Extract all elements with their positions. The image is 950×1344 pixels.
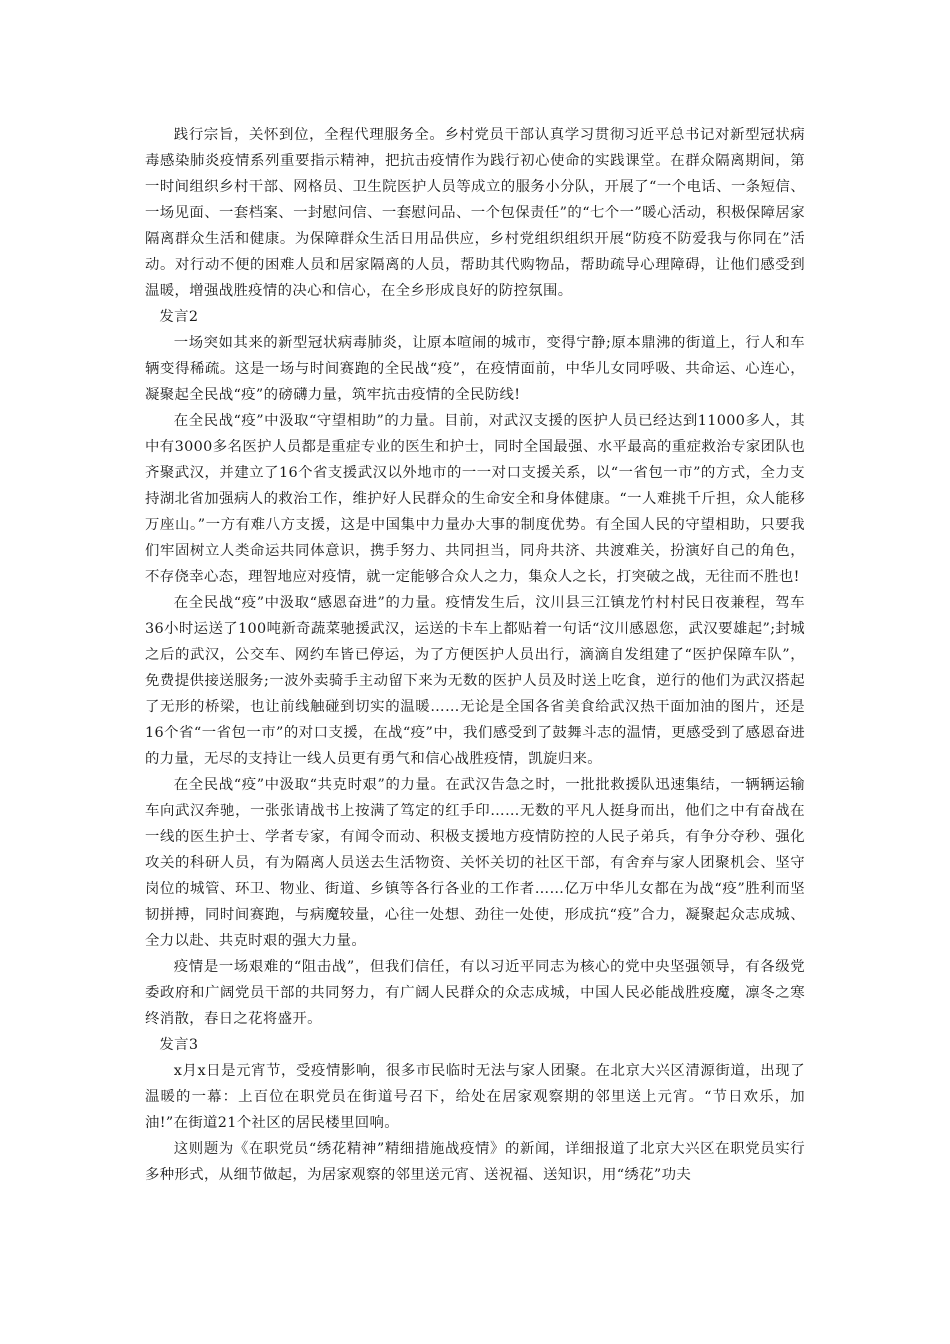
paragraph: 在全民战“疫”中汲取“守望相助”的力量。目前，对武汉支援的医护人员已经达到11000多人，其中有3000多名医护人员都是重症专业的医生和护士，同时全国最强、水平最高的重症救治专家团队也齐聚武汉，并建立了16个省支援武汉以外地市的一一对口支援关系，以“一省包一市”的方式，全力支持湖北省加强病人的救治工作，维护好人民群众的生命安全和身体健康。“一人难挑千斤担，众人能移万座山。”一方有难八方支援，这是中国集中力量办大事的制度优势。有全国人民的守望相助，只要我们牢固树立人类命运共同体意识，携手努力、共同担当，同舟共济、共渡难关，扮演好自己的角色，不存侥幸心态，理智地应对疫情，就一定能够合众人之力，集众人之长，打突破之战，无往而不胜也! <box>145 413 805 585</box>
paragraph: 在全民战“疫”中汲取“感恩奋进”的力量。疫情发生后，汶川县三江镇龙竹村村民日夜兼程，驾车36小时运送了100吨新奇蔬菜驰援武汉，运送的卡车上都贴着一句话“汶川感恩您，武汉要雄起”;封城之后的武汉，公交车、网约车皆已停运，为了方便医护人员出行，滴滴自发组建了“医护保障车队”，免费提供接送服务;一波外卖骑手主动留下来为无数的医护人员及时送上吃食，逆行的他们为武汉搭起了无形的桥梁，也让前线触碰到切实的温暖……无论是全国各省美食给武汉热干面加油的图片，还是16个省“一省包一市”的对口支援，在战“疫”中，我们感受到了鼓舞斗志的温情，更感受到了感恩奋进的力量，无尽的支持让一线人员更有勇气和信心战胜疫情，凯旋归来。 <box>145 595 805 767</box>
section-heading: 发言2 <box>159 309 199 325</box>
paragraph: x月x日是元宵节，受疫情影响，很多市民临时无法与家人团聚。在北京大兴区清源街道，出现了温暖的一幕：上百位在职党员在街道号召下，给处在居家观察期的邻里送上元宵。“节日欢乐，加油!”在街道21个社区的居民楼里回响。 <box>145 1063 805 1131</box>
paragraph: 疫情是一场艰难的“阻击战”，但我们信任，有以习近平同志为核心的党中央坚强领导，有各级党委政府和广阔党员干部的共同努力，有广阔人民群众的众志成城，中国人民必能战胜疫魔，凛冬之寒终消散，春日之花将盛开。 <box>145 959 805 1027</box>
paragraph: 这则题为《在职党员“绣花精神”精细措施战疫情》的新闻，详细报道了北京大兴区在职党员实行多种形式，从细节做起，为居家观察的邻里送元宵、送祝福、送知识，用“绣花”功夫 <box>145 1141 805 1183</box>
section-heading: 发言3 <box>159 1037 199 1053</box>
paragraph: 践行宗旨，关怀到位，全程代理服务全。乡村党员干部认真学习贯彻习近平总书记对新型冠状病毒感染肺炎疫情系列重要指示精神，把抗击疫情作为践行初心使命的实践课堂。在群众隔离期间，第一时间组织乡村干部、网格员、卫生院医护人员等成立的服务小分队，开展了“一个电话、一条短信、一场见面、一套档案、一封慰问信、一套慰问品、一个包保责任”的“七个一”暖心活动，积极保障居家隔离群众生活和健康。为保障群众生活日用品供应，乡村党组织组织开展“防疫不防爱我与你同在”活动。对行动不便的困难人员和居家隔离的人员，帮助其代购物品，帮助疏导心理障碍，让他们感受到温暖，增强战胜疫情的决心和信心，在全乡形成良好的防控氛围。 <box>145 127 805 299</box>
document-body <box>145 122 805 1188</box>
paragraph: 一场突如其来的新型冠状病毒肺炎，让原本喧闹的城市，变得宁静;原本鼎沸的街道上，行人和车辆变得稀疏。这是一场与时间赛跑的全民战“疫”，在疫情面前，中华儿女同呼吸、共命运、心连心，凝聚起全民战“疫”的磅礴力量，筑牢抗击疫情的全民防线! <box>145 335 805 403</box>
paragraph: 在全民战“疫”中汲取“共克时艰”的力量。在武汉告急之时，一批批救援队迅速集结，一辆辆运输车向武汉奔驰，一张张请战书上按满了笃定的红手印……无数的平凡人挺身而出，他们之中有奋战在一线的医生护士、学者专家，有闻令而动、积极支援地方疫情防控的人民子弟兵，有争分夺秒、强化攻关的科研人员，有为隔离人员送去生活物资、关怀关切的社区干部，有舍弃与家人团聚机会、坚守岗位的城管、环卫、物业、街道、乡镇等各行各业的工作者……亿万中华儿女都在为战“疫”胜利而坚韧拼搏，同时间赛跑，与病魔较量，心往一处想、劲往一处使，形成抗“疫”合力，凝聚起众志成城、全力以赴、共克时艰的强大力量。 <box>145 777 805 949</box>
